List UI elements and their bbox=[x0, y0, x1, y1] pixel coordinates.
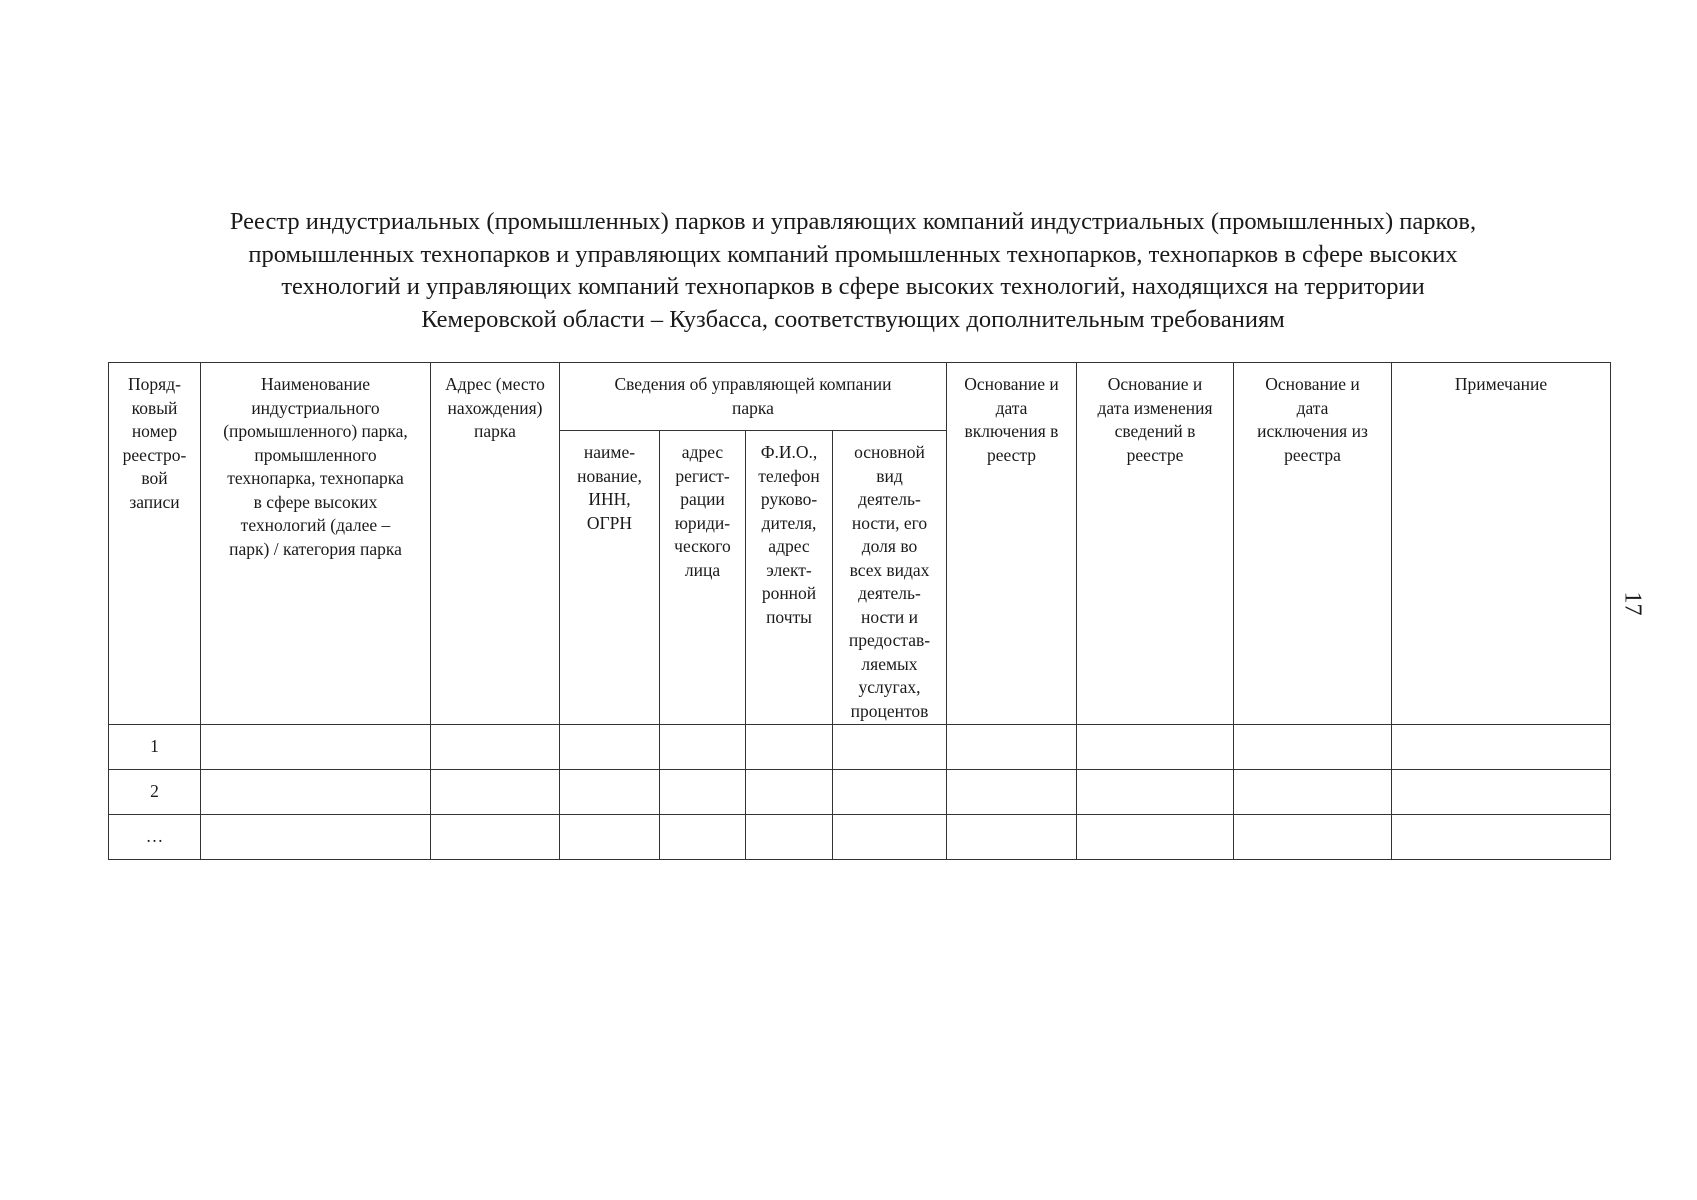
table-cell bbox=[1392, 770, 1611, 815]
table-row bbox=[109, 770, 1611, 815]
registry-table bbox=[108, 362, 1611, 860]
table-cell bbox=[947, 770, 1077, 815]
table-cell bbox=[1392, 815, 1611, 860]
table-cell bbox=[201, 725, 431, 770]
header-inclusion-basis: Основание и дата включения в реестр bbox=[947, 363, 1077, 725]
table-cell bbox=[431, 815, 560, 860]
table-row bbox=[109, 725, 1611, 770]
title-line: Реестр индустриальных (промышленных) парков и управляющих компаний индустриальных (промышленных) парков, bbox=[229, 208, 1477, 235]
table-cell bbox=[431, 770, 560, 815]
table-cell bbox=[201, 770, 431, 815]
table-cell bbox=[746, 725, 833, 770]
table-cell bbox=[560, 725, 660, 770]
table-header-row bbox=[109, 363, 1611, 431]
header-change-basis: Основание и дата изменения сведений в реестре bbox=[1077, 363, 1234, 725]
table-cell bbox=[1234, 770, 1392, 815]
table-cell bbox=[1392, 725, 1611, 770]
table-cell bbox=[201, 815, 431, 860]
header-note: Примечание bbox=[1392, 363, 1611, 725]
table-cell bbox=[1077, 725, 1234, 770]
table-cell bbox=[1077, 770, 1234, 815]
header-park-address: Адрес (место нахождения) парка bbox=[431, 363, 560, 725]
title-line: промышленных технопарков и управляющих компаний промышленных технопарков, технопарков в сфере высоких bbox=[248, 240, 1458, 268]
table-cell bbox=[1077, 815, 1234, 860]
header-park-name: Наименование индустриального (промышленного) парка, промышленного технопарка, технопарка в сфере высоких технологий (далее – парк) / категория парка bbox=[201, 363, 431, 725]
row-number-cell: 1 bbox=[109, 725, 201, 770]
header-management-company-group: Сведения об управляющей компании парка bbox=[560, 363, 947, 431]
row-number-cell: 2 bbox=[109, 770, 201, 815]
table-cell bbox=[833, 725, 947, 770]
table-cell bbox=[660, 725, 746, 770]
document-title bbox=[108, 206, 1598, 336]
table-cell bbox=[746, 770, 833, 815]
table-cell bbox=[833, 815, 947, 860]
subheader-main-activity: основной вид деятель- ности, его доля во всех видах деятель- ности и предостав- ляемых услугах, процентов bbox=[833, 431, 947, 725]
table-cell bbox=[947, 815, 1077, 860]
table-cell bbox=[746, 815, 833, 860]
table-cell bbox=[1234, 725, 1392, 770]
table-cell bbox=[660, 815, 746, 860]
subheader-company-name: наиме- нование, ИНН, ОГРН bbox=[560, 431, 660, 725]
header-exclusion-basis: Основание и дата исключения из реестра bbox=[1234, 363, 1392, 725]
table-cell bbox=[560, 815, 660, 860]
header-record-number: Поряд- ковый номер реестро- вой записи bbox=[109, 363, 201, 725]
table-row bbox=[109, 815, 1611, 860]
table-cell bbox=[560, 770, 660, 815]
page-number: 17 bbox=[1619, 591, 1646, 616]
table-cell bbox=[660, 770, 746, 815]
subheader-director-contacts: Ф.И.О., телефон руково- дителя, адрес элект- ронной почты bbox=[746, 431, 833, 725]
table-cell bbox=[431, 725, 560, 770]
title-line: технологий и управляющих компаний технопарков в сфере высоких технологий, находящихся на территории bbox=[281, 273, 1425, 300]
table-cell bbox=[833, 770, 947, 815]
table-cell bbox=[1234, 815, 1392, 860]
subheader-registration-address: адрес регист- рации юриди- ческого лица bbox=[660, 431, 746, 725]
table-cell bbox=[947, 725, 1077, 770]
row-number-cell: … bbox=[109, 815, 201, 860]
title-line: Кемеровской области – Кузбасса, соответствующих дополнительным требованиям bbox=[421, 305, 1285, 333]
